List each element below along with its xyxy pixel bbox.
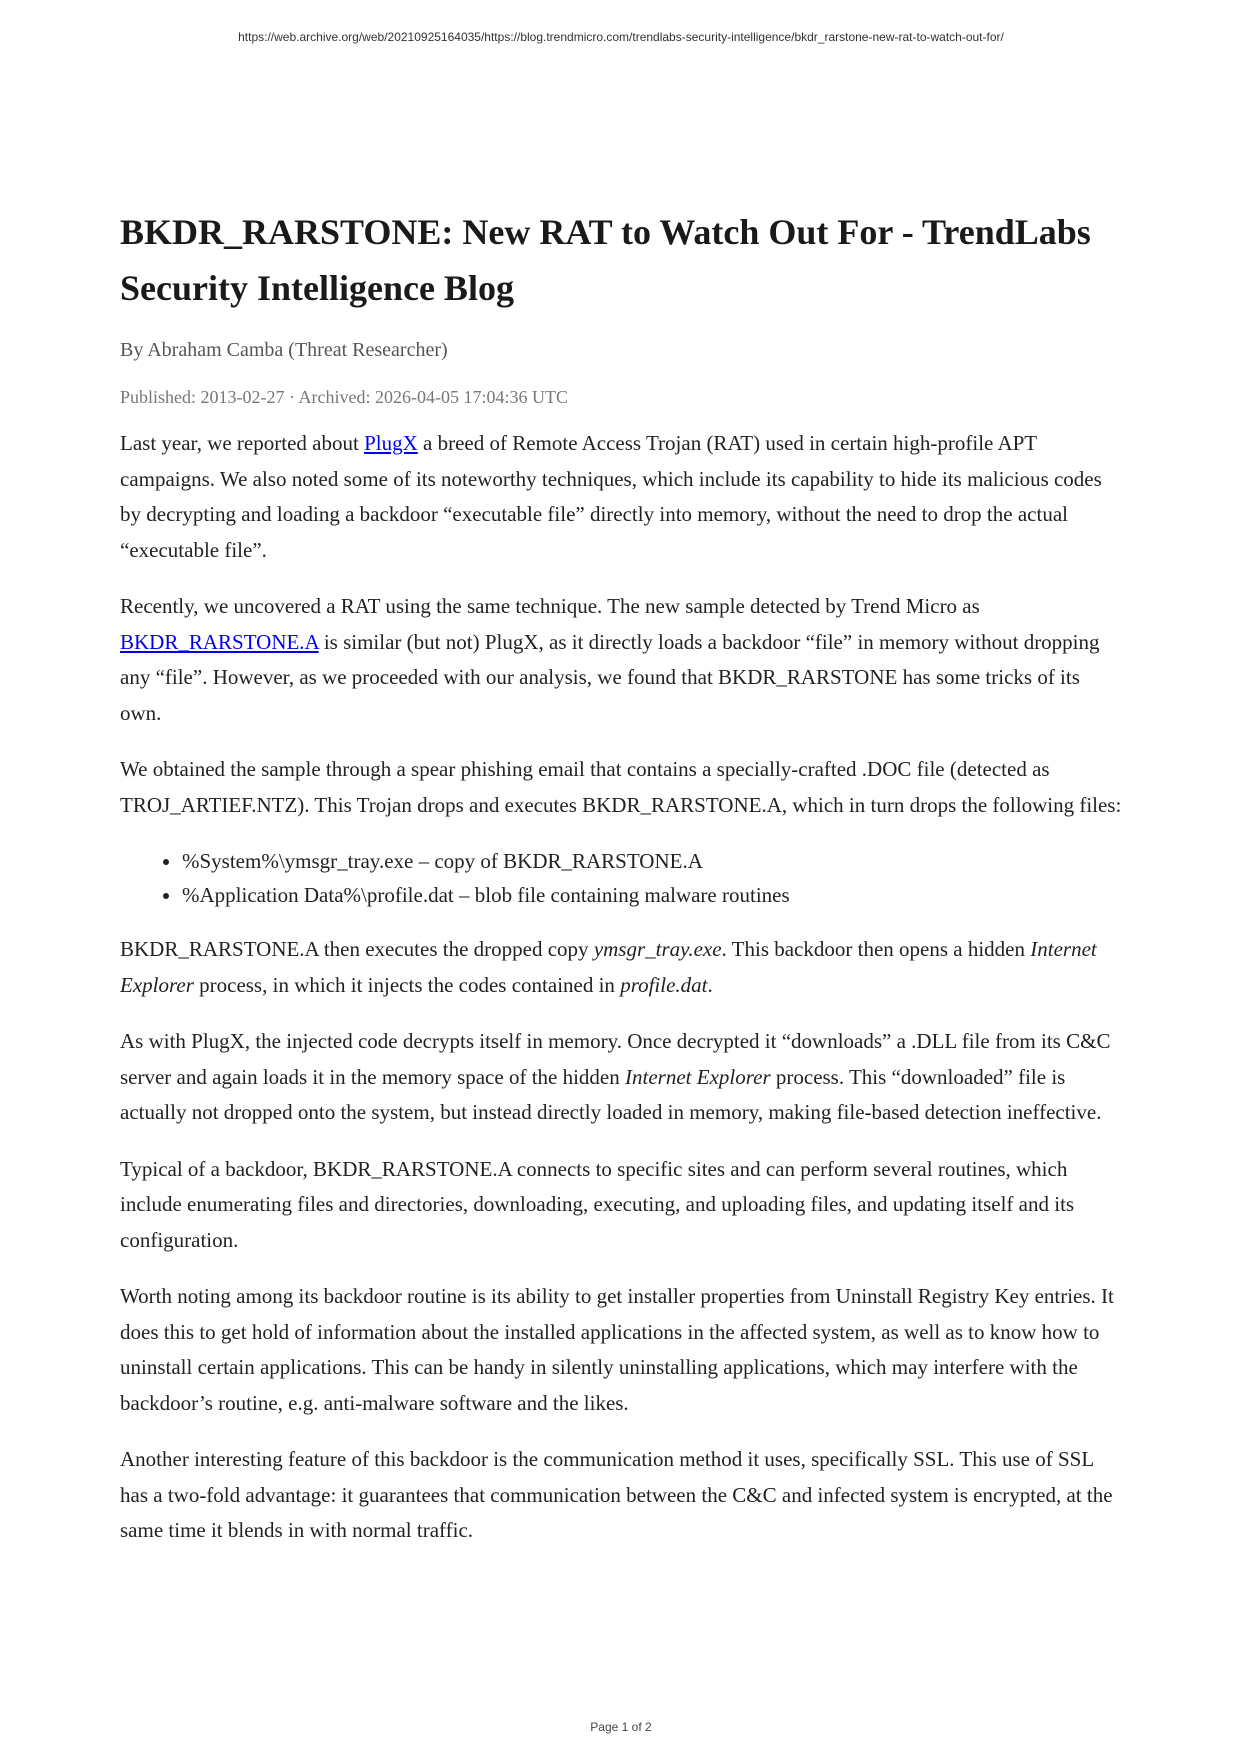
paragraph-4-text-e: process, in which it injects the codes contained in: [193, 972, 621, 997]
list-item: • %System%\ymsgr_tray.exe – copy of BKDR_RARSTONE.A: [182, 844, 1125, 878]
paragraph-4-text-g: .: [707, 972, 713, 997]
paragraph-8: Another interesting feature of this backdoor is the communication method it uses, specifically SSL. This use of SSL has a two-fold advantage: it guarantees that communication between the C&C and infected system is encrypted, at the same time it blends in with normal traffic.: [120, 1447, 1113, 1542]
paragraph-2: [120, 589, 1125, 731]
paragraph-5-text-a: As with PlugX, the injected code decrypts itself in memory. Once decrypted it “downloads” a .DLL file from its C&C server and again loads it in the memory space of the hidden: [120, 1029, 1111, 1089]
paragraph-6: Typical of a backdoor, BKDR_RARSTONE.A connects to specific sites and can perform several routines, which include enumerating files and directories, downloading, executing, and uploading files, and updating itself and its configuration.: [120, 1156, 1075, 1252]
article: [120, 204, 1125, 1570]
paragraph-2-text-b: is similar (but not) PlugX, as it directly loads a backdoor “file” in memory without dropping any “file”. However, as we proceeded with our analysis, we found that BKDR_RARSTONE has some tricks of its own.: [120, 629, 1100, 725]
paragraph-5-text-c: process. This “downloaded” file is actually not dropped onto the system, but instead directly loaded in memory, making file-based detection ineffective.: [120, 1064, 1102, 1124]
paragraph-4-text-c: . This backdoor then opens a hidden: [721, 937, 1031, 961]
paragraph-1: [120, 426, 1125, 568]
browser-name: Internet Explorer: [625, 1064, 771, 1089]
article-byline: By Abraham Camba (Threat Researcher): [120, 339, 448, 361]
paragraph-7: Worth noting among its backdoor routine is its ability to get installer properties from Uninstall Registry Key entries. It does this to get hold of information about the installed applications in the affected system, as well as to know how to uninstall certain applications. This can be handy in silently uninstalling applications, which may interfere with the backdoor’s routine, e.g. anti-malware software and the likes.: [120, 1284, 1114, 1415]
page-url-header: https://web.archive.org/web/20210925164035/https://blog.trendmicro.com/trendlabs-security-intelligence/bkdr_rarstone-new-rat-to-watch-out-for/: [238, 30, 1004, 44]
dat-filename: profile.dat: [620, 972, 708, 997]
exe-filename: ymsgr_tray.exe: [593, 937, 722, 961]
browser-name: Internet Explorer: [120, 937, 1097, 997]
paragraph-4: [120, 932, 1125, 1003]
paragraph-1-text-a: Last year, we reported about: [120, 431, 365, 455]
page-number: Page 1 of 2: [590, 1720, 652, 1734]
bkdr-rarstone-link[interactable]: BKDR_RARSTONE.A: [120, 629, 319, 654]
article-published-date: Published: 2013-02-27 · Archived: 2026-04-05 17:04:36 UTC: [120, 387, 568, 407]
paragraph-4-text-a: BKDR_RARSTONE.A then executes the dropped copy: [120, 937, 594, 961]
dropped-files-list: [120, 844, 1125, 912]
paragraph-5: [120, 1024, 1125, 1131]
paragraph-3: We obtained the sample through a spear phishing email that contains a specially-crafted .DOC file (detected as TROJ_ARTIEF.NTZ). This Trojan drops and executes BKDR_RARSTONE.A, which in turn drops the following files:: [120, 757, 1122, 817]
plugx-link[interactable]: PlugX: [364, 431, 418, 455]
list-item: • %Application Data%\profile.dat – blob file containing malware routines: [182, 878, 1125, 912]
paragraph-1-text-b: a breed of Remote Access Trojan (RAT) used in certain high-profile APT campaigns. We also noted some of its noteworthy techniques, which include its capability to hide its malicious codes by decrypting and loading a backdoor “executable file” directly into memory, without the need to drop the actual “executable file”.: [120, 431, 1102, 562]
article-title: BKDR_RARSTONE: New RAT to Watch Out For - TrendLabs Security Intelligence Blog: [120, 212, 1091, 308]
paragraph-2-text-a: Recently, we uncovered a RAT using the same technique. The new sample detected by Trend Micro as: [120, 594, 980, 618]
